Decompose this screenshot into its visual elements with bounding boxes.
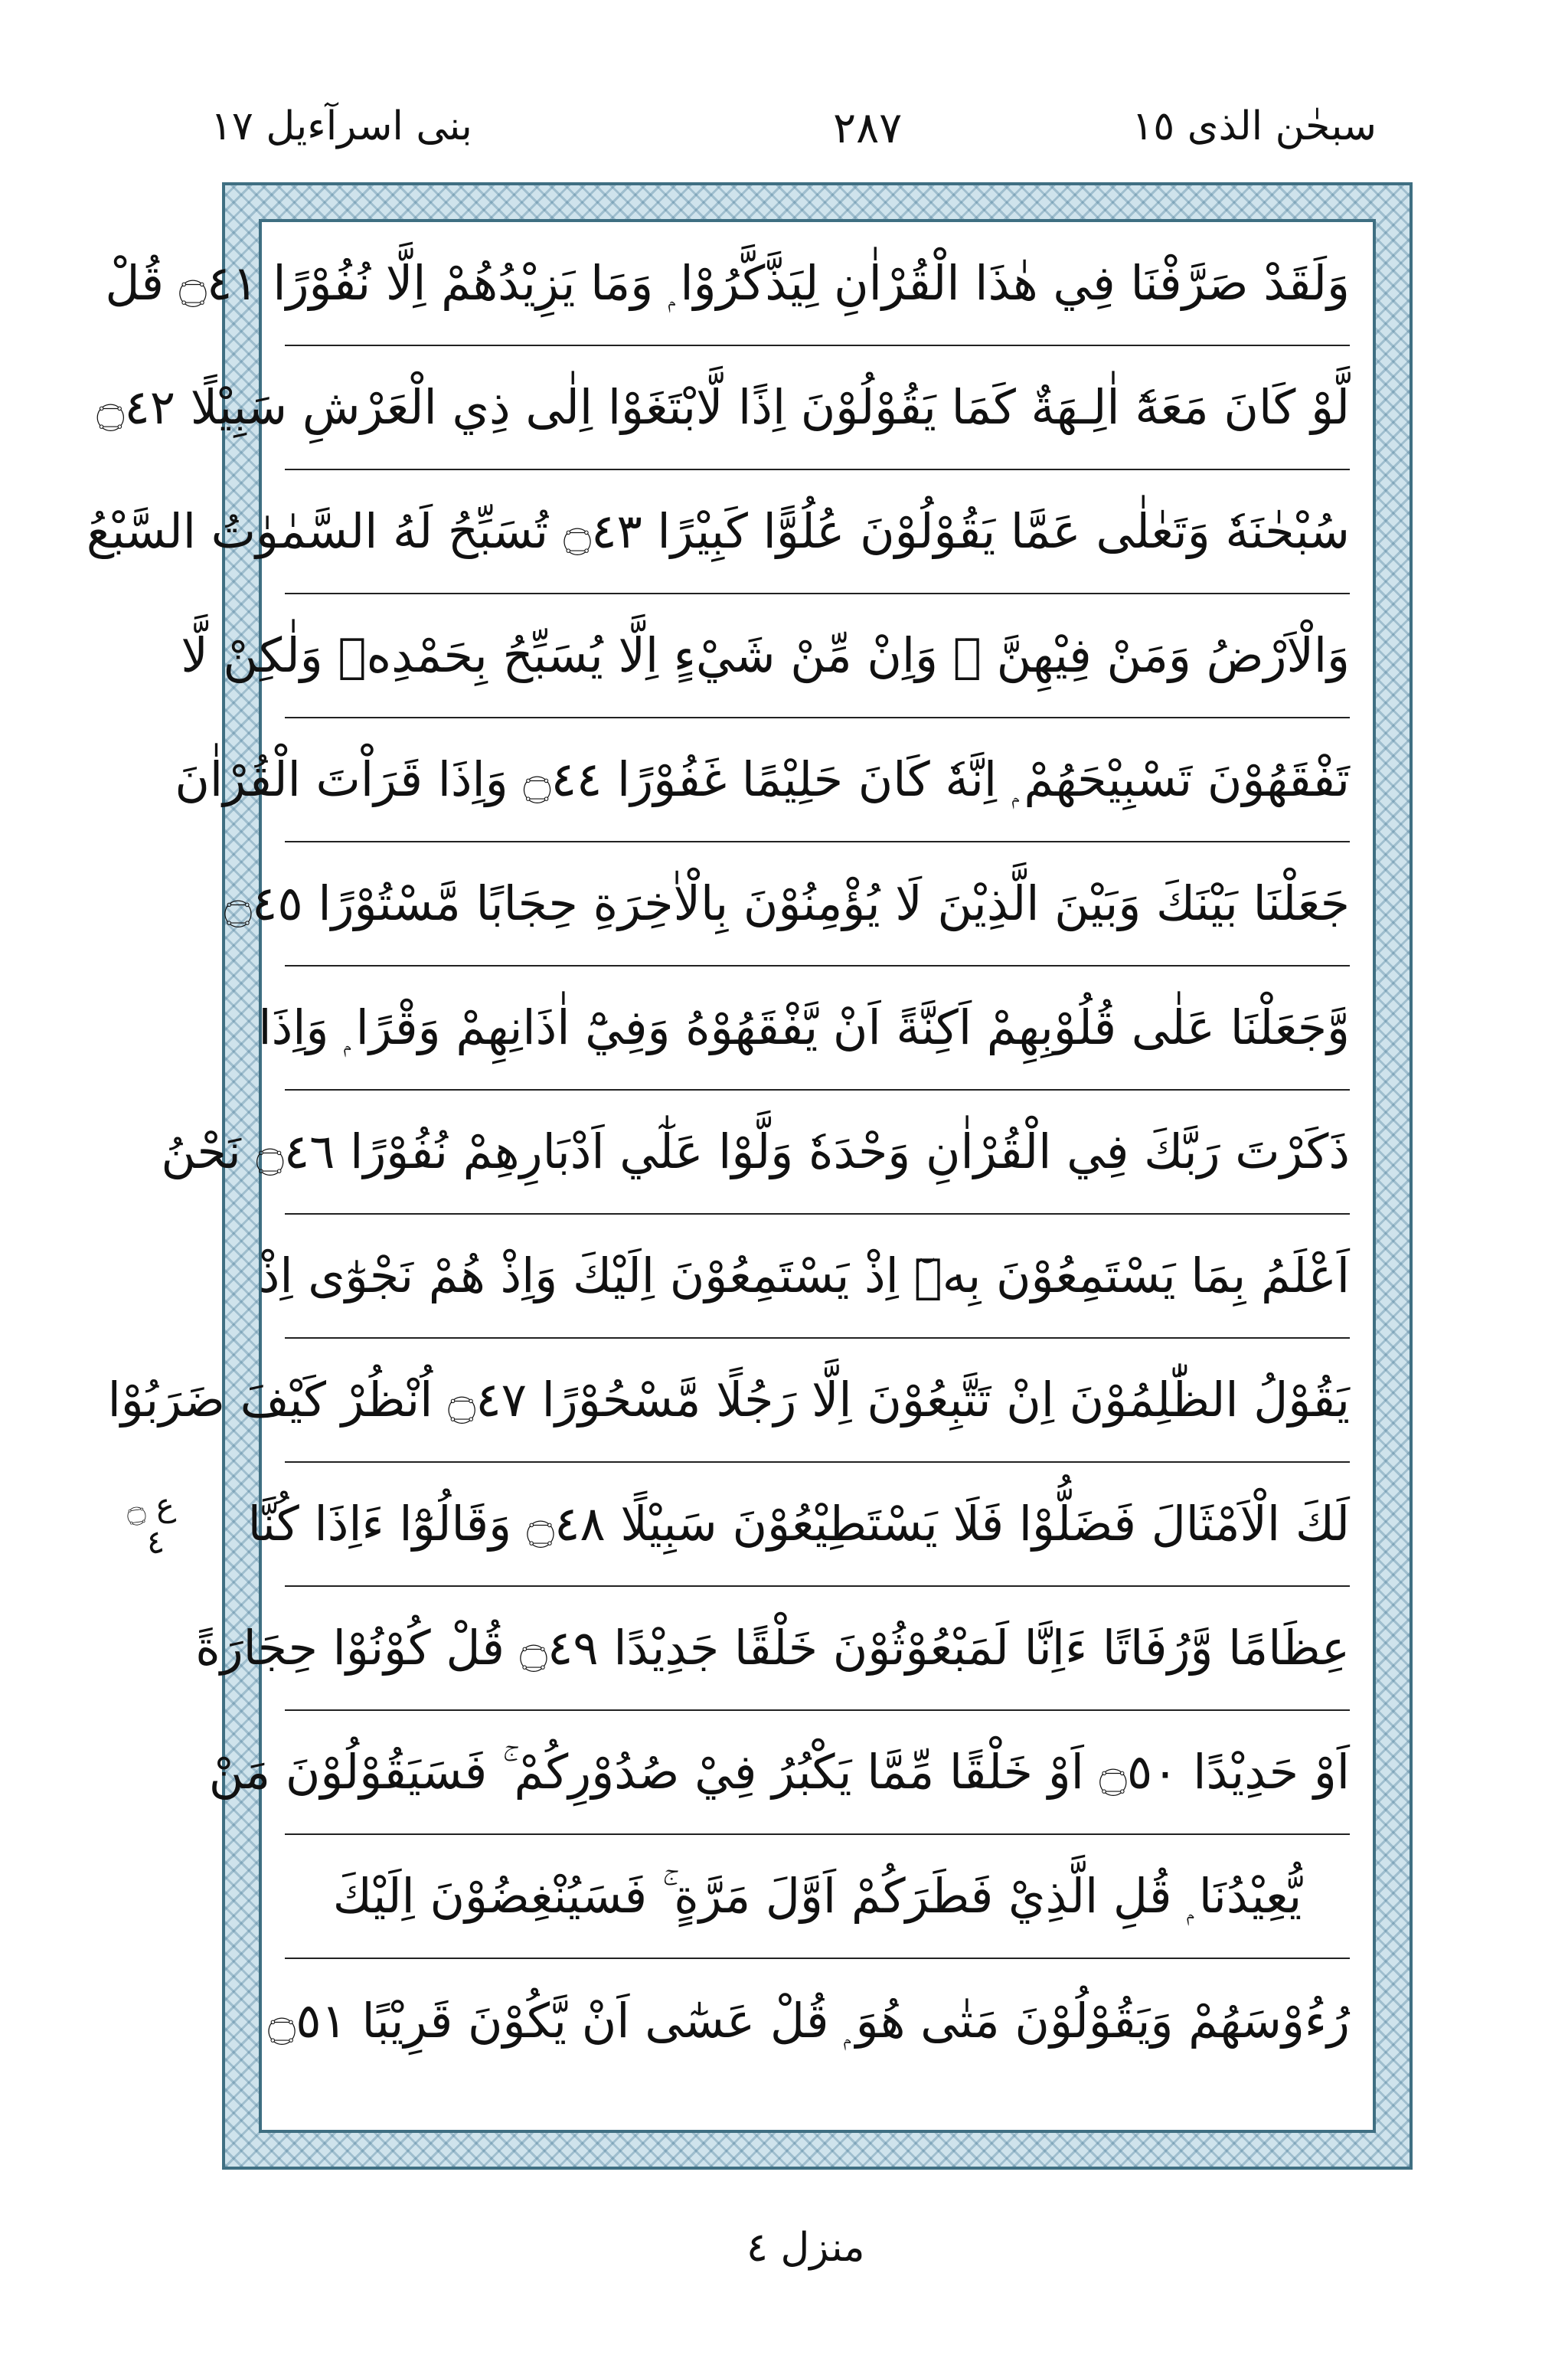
line-text: جَعَلْنَا بَيْنَكَ وَبَيْنَ الَّذِيْنَ لَا يُؤْمِنُوْنَ بِالْاٰخِرَةِ حِجَابًا مَّسْتُوْرًا ۝٤٥ <box>224 875 1350 931</box>
line-text: يَقُوْلُ الظّٰلِمُوْنَ اِنْ تَتَّبِعُوْنَ اِلَّا رَجُلًا مَّسْحُوْرًا ۝٤٧ اُنْظُرْ كَيْفَ ضَرَبُوْا <box>107 1372 1350 1428</box>
line-text: يُّعِيْدُنَا ۭ قُلِ الَّذِيْ فَطَرَكُمْ اَوَّلَ مَرَّةٍ ۚ فَسَيُنْغِضُوْنَ اِلَيْكَ <box>332 1868 1302 1924</box>
line-text: اَوْ حَدِيْدًا ۝٥٠ اَوْ خَلْقًا مِّمَّا يَكْبُرُ فِيْ صُدُوْرِكُمْ ۚ فَسَيَقُوْلُوْنَ مَنْ <box>208 1744 1350 1800</box>
line-text: لَكَ الْاَمْثَالَ فَضَلُّوْا فَلَا يَسْتَطِيْعُوْنَ سَبِيْلًا ۝٤٨ وَقَالُوْٓا ءَاِذَا كُنَّا <box>247 1496 1350 1552</box>
text-line <box>86 470 1350 594</box>
line-text: رُءُوْسَهُمْ وَيَقُوْلُوْنَ مَتٰى هُوَ ۭ قُلْ عَسٰٓى اَنْ يَّكُوْنَ قَرِيْبًا ۝٥١ <box>267 1993 1350 2049</box>
text-line <box>258 1215 1350 1339</box>
line-text: وَّجَعَلْنَا عَلٰى قُلُوْبِهِمْ اَكِنَّةً اَنْ يَّفْقَهُوْهُ وَفِيْٓ اٰذَانِهِمْ وَقْرًا ۭ وَاِذَا <box>258 999 1350 1055</box>
text-line <box>224 842 1350 967</box>
line-text: عِظَامًا وَّرُفَاتًا ءَاِنَّا لَمَبْعُوْثُوْنَ خَلْقًا جَدِيْدًا ۝٤٩ قُلْ كُوْنُوْا حِجَارَةً <box>195 1620 1350 1676</box>
manzil-footer: منزل ٤ <box>746 2225 865 2271</box>
surah-name-header: بنی اسرآءیل ١٧ <box>211 103 472 149</box>
text-line <box>107 1339 1350 1463</box>
text-line <box>175 718 1350 842</box>
text-line <box>161 1091 1350 1215</box>
ruku-marker: ع ۝ ٤ <box>123 1485 177 1562</box>
text-line <box>285 1835 1350 1959</box>
text-line <box>267 1959 1350 2083</box>
text-line <box>105 222 1350 346</box>
text-line <box>181 594 1350 718</box>
line-text: سُبْحٰنَهٗ وَتَعٰلٰى عَمَّا يَقُوْلُوْنَ عُلُوًّا كَبِيْرًا ۝٤٣ تُسَبِّحُ لَهُ السَّمٰوٰتُ السَّبْعُ <box>86 503 1350 559</box>
text-line <box>247 1463 1350 1587</box>
text-line <box>96 346 1350 470</box>
page-number: ٢٨٧ <box>833 103 903 153</box>
line-text: وَالْاَرْضُ وَمَنْ فِيْهِنَّ ۭ وَاِنْ مِّنْ شَيْءٍ اِلَّا يُسَبِّحُ بِحَمْدِهٖ وَلٰكِنْ لَّا <box>181 627 1350 683</box>
line-text: ذَكَرْتَ رَبَّكَ فِي الْقُرْاٰنِ وَحْدَهٗ وَلَّوْا عَلٰٓي اَدْبَارِهِمْ نُفُوْرًا ۝٤٦ نَحْنُ <box>161 1124 1350 1179</box>
line-text: وَلَقَدْ صَرَّفْنَا فِي هٰذَا الْقُرْاٰنِ لِيَذَّكَّرُوْا ۭ وَمَا يَزِيْدُهُمْ اِلَّا نُفُوْرًا ۝٤١ قُلْ <box>105 255 1350 311</box>
line-text: لَّوْ كَانَ مَعَهٗٓ اٰلِـهَةٌ كَمَا يَقُوْلُوْنَ اِذًا لَّابْتَغَوْا اِلٰى ذِي الْعَرْشِ سَبِيْلًا ۝٤٢ <box>96 379 1350 435</box>
text-line <box>258 967 1350 1091</box>
line-text: تَفْقَهُوْنَ تَسْبِيْحَهُمْ ۭ اِنَّهٗ كَانَ حَلِيْمًا غَفُوْرًا ۝٤٤ وَاِذَا قَرَاْتَ الْقُرْاٰنَ <box>175 751 1350 807</box>
line-text: اَعْلَمُ بِمَا يَسْتَمِعُوْنَ بِهٖٓ اِذْ يَسْتَمِعُوْنَ اِلَيْكَ وَاِذْ هُمْ نَجْوٰٓى اِذْ <box>258 1248 1350 1303</box>
text-line <box>195 1587 1350 1711</box>
text-line <box>208 1711 1350 1835</box>
para-name-header: سبحٰن الذی ١٥ <box>1132 103 1377 149</box>
